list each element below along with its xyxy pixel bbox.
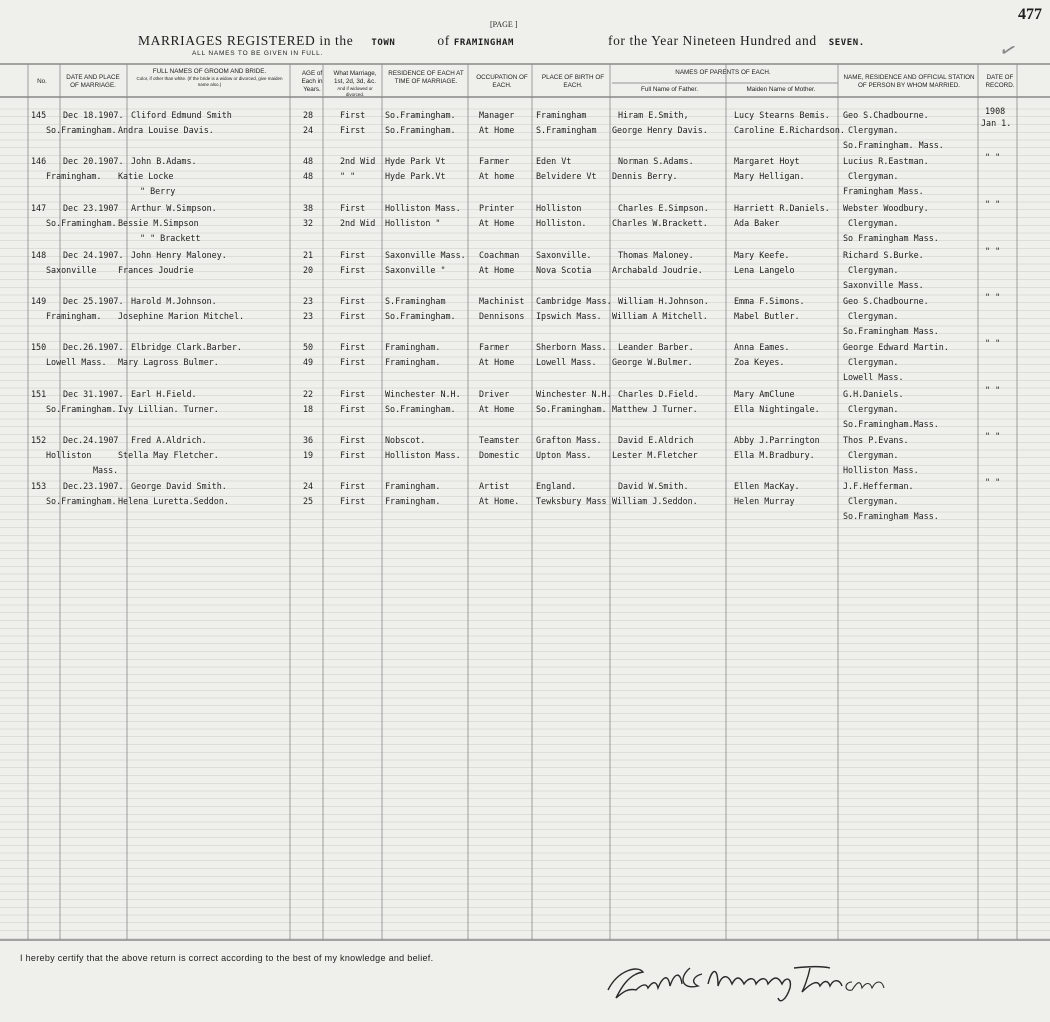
cell-off1: Lucius R.Eastman.: [843, 156, 929, 166]
cell-birth-g: Sherborn Mass.: [536, 342, 607, 352]
cell-father-g: David E.Aldrich: [618, 435, 694, 445]
cell-off2: Clergyman.: [848, 125, 899, 135]
cell-no: 148: [31, 250, 47, 260]
cell-groom: George David Smith.: [131, 481, 227, 491]
cell-place: So.Framingham.: [46, 218, 117, 228]
cell-age-g: 21: [303, 250, 314, 260]
cell-res-g: Nobscot.: [385, 435, 426, 445]
cell-res-g: Hyde Park Vt: [385, 156, 446, 166]
cell-off1: Thos P.Evans.: [843, 435, 909, 445]
cell-no: 151: [31, 389, 47, 399]
title-place: FRAMINGHAM: [453, 38, 514, 48]
cell-off1: Geo S.Chadbourne.: [843, 296, 929, 306]
cell-res-b: So.Framingham.: [385, 404, 456, 414]
cell-mother-b: Ella M.Bradbury.: [734, 450, 815, 460]
cell-bride2: " Berry: [140, 186, 176, 196]
col-age: AGE of Each in Years.: [301, 70, 323, 93]
cell-age-b: 20: [303, 265, 314, 275]
cell-groom: John B.Adams.: [131, 156, 197, 166]
cell-place: So.Framingham.: [46, 496, 117, 506]
cell-groom: Cliford Edmund Smith: [131, 110, 232, 120]
cell-bride: Ivy Lillian. Turner.: [118, 404, 219, 414]
cell-res-b: Holliston ": [385, 218, 441, 228]
cell-off3: Holliston Mass.: [843, 465, 919, 475]
cell-date: Dec 18.1907.: [63, 110, 124, 120]
cell-marr-b: First: [340, 125, 366, 135]
cell-mother-b: Ada Baker: [734, 218, 780, 228]
cell-father-g: William H.Johnson.: [618, 296, 709, 306]
cell-mother-g: Mary Keefe.: [734, 250, 790, 260]
cell-bride: Frances Joudrie: [118, 265, 194, 275]
cell-occ-b: At Home: [479, 265, 515, 275]
title-prefix: MARRIAGES REGISTERED in the: [138, 33, 354, 48]
cell-res-g: Saxonville Mass.: [385, 250, 466, 260]
cell-bride: Helena Luretta.Seddon.: [118, 496, 229, 506]
cell-occ-b: Dennisons: [479, 311, 525, 321]
cell-no: 147: [31, 203, 47, 213]
cell-off3: So.Framingham Mass.: [843, 511, 939, 521]
cell-age-b: 25: [303, 496, 314, 506]
cell-age-b: 19: [303, 450, 314, 460]
cell-off2: Clergyman.: [848, 496, 899, 506]
cell-birth-b: Tewksbury Mass: [536, 496, 607, 506]
cell-no: 150: [31, 342, 47, 352]
col-what-marriage: What Marriage, 1st, 2d, 3d, &c. And if widowed or divorced.: [333, 70, 377, 97]
cell-age-b: 48: [303, 171, 314, 181]
cell-father-b: Archabald Joudrie.: [612, 265, 703, 275]
cell-marr-g: First: [340, 203, 366, 213]
cell-father-g: David W.Smith.: [618, 481, 689, 491]
cell-rec1: " ": [985, 385, 1001, 395]
cell-age-b: 49: [303, 357, 314, 367]
cell-birth-b: Lowell Mass.: [536, 357, 597, 367]
cell-mother-g: Anna Eames.: [734, 342, 790, 352]
cell-groom: Elbridge Clark.Barber.: [131, 342, 242, 352]
cell-mother-b: Mary Helligan.: [734, 171, 805, 181]
cell-off2: Clergyman.: [848, 404, 899, 414]
col-parents: NAMES OF PARENTS OF EACH.: [675, 69, 771, 76]
cell-off1: Webster Woodbury.: [843, 203, 929, 213]
cell-marr-b: First: [340, 404, 366, 414]
cell-father-g: Hiram E.Smith,: [618, 110, 689, 120]
cell-mother-b: Lena Langelo: [734, 265, 795, 275]
cell-bride: Mary Lagross Bulmer.: [118, 357, 219, 367]
page-label: [PAGE ]: [490, 20, 518, 29]
cell-res-g: S.Framingham: [385, 296, 446, 306]
cell-birth-g: Framingham: [536, 110, 587, 120]
cell-res-b: Hyde Park.Vt: [385, 171, 446, 181]
cell-occ-b: At Home.: [479, 496, 520, 506]
cell-no: 146: [31, 156, 47, 166]
cell-rec1: 1908: [985, 106, 1006, 116]
cell-res-b: So.Framingham.: [385, 311, 456, 321]
cell-birth-b: Ipswich Mass.: [536, 311, 602, 321]
cell-off2: Clergyman.: [848, 218, 899, 228]
cell-birth-g: Grafton Mass.: [536, 435, 602, 445]
title-year: SEVEN.: [828, 38, 865, 48]
cell-place: Holliston: [46, 450, 92, 460]
cell-date: Dec 23.1907: [63, 203, 119, 213]
cell-father-b: Dennis Berry.: [612, 171, 678, 181]
signature-image: [598, 960, 898, 1008]
cell-father-b: Charles W.Brackett.: [612, 218, 708, 228]
cell-father-g: Thomas Maloney.: [618, 250, 694, 260]
cell-res-g: Framingham.: [385, 342, 441, 352]
cell-rec1: " ": [985, 246, 1001, 256]
cell-off3: So Framingham Mass.: [843, 233, 939, 243]
cell-mother-b: Mabel Butler.: [734, 311, 800, 321]
cell-off2: Clergyman.: [848, 357, 899, 367]
cell-occ-b: At home: [479, 171, 515, 181]
col-residence: RESIDENCE OF EACH AT TIME OF MARRIAGE.: [388, 70, 464, 85]
cell-father-b: William A Mitchell.: [612, 311, 708, 321]
cell-age-b: 18: [303, 404, 314, 414]
cell-age-g: 28: [303, 110, 314, 120]
page-subtitle: ALL NAMES TO BE GIVEN IN FULL.: [192, 50, 324, 57]
cell-age-g: 50: [303, 342, 314, 352]
cell-bride2: " " Brackett: [140, 233, 201, 243]
cell-father-b: George Henry Davis.: [612, 125, 708, 135]
cell-birth-b: So.Framingham.: [536, 404, 607, 414]
cell-marr-b: First: [340, 357, 366, 367]
col-father: Full Name of Father.: [640, 86, 699, 93]
cell-marr-g: First: [340, 110, 366, 120]
cell-marr-b: First: [340, 265, 366, 275]
cell-mother-b: Helen Murray: [734, 496, 795, 506]
cell-father-b: Lester M.Fletcher: [612, 450, 698, 460]
cell-mother-g: Ellen MacKay.: [734, 481, 800, 491]
cell-occ-b: At Home: [479, 404, 515, 414]
cell-occ-b: At Home: [479, 357, 515, 367]
cell-date: Dec 31.1907.: [63, 389, 124, 399]
cell-age-g: 23: [303, 296, 314, 306]
title-kind: TOWN: [371, 38, 396, 48]
cell-res-g: Holliston Mass.: [385, 203, 461, 213]
cell-off3: Framingham Mass.: [843, 186, 924, 196]
cell-off3: So.Framingham Mass.: [843, 326, 939, 336]
cell-marr-b: " ": [340, 171, 356, 181]
cell-rec1: " ": [985, 292, 1001, 302]
cell-occ-g: Teamster: [479, 435, 520, 445]
cell-off1: Richard S.Burke.: [843, 250, 924, 260]
cell-marr-b: First: [340, 450, 366, 460]
cell-occ-g: Farmer: [479, 156, 510, 166]
cell-father-b: William J.Seddon.: [612, 496, 698, 506]
col-mother: Maiden Name of Mother.: [746, 86, 816, 93]
col-no: No.: [37, 78, 47, 85]
cell-marr-g: First: [340, 250, 366, 260]
cell-birth-g: Cambridge Mass.: [536, 296, 612, 306]
cell-birth-g: England.: [536, 481, 577, 491]
cell-marr-g: First: [340, 481, 366, 491]
cell-mother-g: Harriett R.Daniels.: [734, 203, 830, 213]
cell-place: Framingham.: [46, 311, 102, 321]
cell-place: So.Framingham.: [46, 125, 117, 135]
cell-off1: George Edward Martin.: [843, 342, 949, 352]
cell-mother-b: Zoa Keyes.: [734, 357, 785, 367]
cell-birth-b: S.Framingham: [536, 125, 597, 135]
cell-bride: Bessie M.Simpson: [118, 218, 199, 228]
cell-bride: Andra Louise Davis.: [118, 125, 214, 135]
cell-marr-g: First: [340, 435, 366, 445]
cell-off2: Clergyman.: [848, 265, 899, 275]
cell-off3: Lowell Mass.: [843, 372, 904, 382]
cell-age-g: 38: [303, 203, 314, 213]
col-birthplace: PLACE OF BIRTH OF EACH.: [541, 74, 605, 89]
cell-res-b: Framingham.: [385, 357, 441, 367]
cell-marr-g: 2nd Wid: [340, 156, 376, 166]
cell-occ-g: Artist: [479, 481, 510, 491]
cell-occ-g: Machinist: [479, 296, 525, 306]
col-occupation: OCCUPATION OF EACH.: [476, 74, 528, 89]
cell-res-b: Framingham.: [385, 496, 441, 506]
cell-marr-g: First: [340, 296, 366, 306]
cell-date: Dec 25.1907.: [63, 296, 124, 306]
cell-birth-g: Winchester N.H.: [536, 389, 612, 399]
cell-occ-b: Domestic: [479, 450, 520, 460]
cell-groom: Fred A.Aldrich.: [131, 435, 207, 445]
cell-res-b: So.Framingham.: [385, 125, 456, 135]
certification-text: I hereby certify that the above return is correct according to the best of my knowledge and belief.: [20, 953, 434, 963]
col-names: FULL NAMES OF GROOM AND BRIDE. Color, if other than white. (If the bride is a widow or divorced, give maiden name also.): [136, 68, 283, 87]
cell-age-b: 23: [303, 311, 314, 321]
cell-occ-b: At Home: [479, 125, 515, 135]
cell-father-g: Norman S.Adams.: [618, 156, 694, 166]
cell-occ-g: Manager: [479, 110, 515, 120]
cell-off1: G.H.Daniels.: [843, 389, 904, 399]
cell-place: Framingham.: [46, 171, 102, 181]
cell-res-g: Framingham.: [385, 481, 441, 491]
cell-date: Dec.24.1907: [63, 435, 119, 445]
cell-birth-g: Eden Vt: [536, 156, 572, 166]
cell-no: 145: [31, 110, 47, 120]
cell-rec1: " ": [985, 152, 1001, 162]
cell-occ-g: Printer: [479, 203, 515, 213]
cell-place: So.Framingham.: [46, 404, 117, 414]
col-date: DATE AND PLACE OF MARRIAGE.: [66, 74, 120, 89]
cell-place: Saxonville: [46, 265, 97, 275]
cell-age-g: 48: [303, 156, 314, 166]
cell-off2: Clergyman.: [848, 311, 899, 321]
cell-mother-b: Ella Nightingale.: [734, 404, 820, 414]
title-year-text: for the Year Nineteen Hundred and: [607, 33, 817, 48]
cell-father-b: Matthew J Turner.: [612, 404, 698, 414]
cell-birth-g: Holliston: [536, 203, 582, 213]
cell-groom: Earl H.Field.: [131, 389, 197, 399]
cell-marr-b: First: [340, 496, 366, 506]
cell-age-g: 36: [303, 435, 314, 445]
cell-place2: Mass.: [93, 465, 119, 475]
title-of: of: [437, 33, 450, 48]
cell-occ-g: Coachman: [479, 250, 520, 260]
cell-occ-g: Driver: [479, 389, 510, 399]
cell-father-b: George W.Bulmer.: [612, 357, 693, 367]
cell-bride: Josephine Marion Mitchel.: [118, 311, 245, 321]
cell-age-g: 22: [303, 389, 314, 399]
cell-marr-b: First: [340, 311, 366, 321]
cell-father-g: Charles D.Field.: [618, 389, 699, 399]
cell-age-b: 24: [303, 125, 314, 135]
cell-off1: Geo S.Chadbourne.: [843, 110, 929, 120]
cell-groom: John Henry Maloney.: [131, 250, 227, 260]
cell-marr-g: First: [340, 342, 366, 352]
cell-mother-g: Margaret Hoyt: [734, 156, 800, 166]
cell-off3: So.Framingham.Mass.: [843, 419, 939, 429]
cell-bride: Katie Locke: [118, 171, 174, 181]
cell-occ-b: At Home: [479, 218, 515, 228]
cell-age-g: 24: [303, 481, 314, 491]
cell-off3: Saxonville Mass.: [843, 280, 924, 290]
cell-groom: Arthur W.Simpson.: [131, 203, 217, 213]
cell-place: Lowell Mass.: [46, 357, 107, 367]
cell-date: Dec 20.1907.: [63, 156, 124, 166]
cell-mother-g: Emma F.Simons.: [734, 296, 805, 306]
cell-no: 153: [31, 481, 47, 491]
cell-res-g: So.Framingham.: [385, 110, 456, 120]
cell-father-g: Charles E.Simpson.: [618, 203, 709, 213]
cell-mother-b: Caroline E.Richardson.: [734, 125, 845, 135]
cell-occ-g: Farmer: [479, 342, 510, 352]
page-title: [138, 33, 865, 49]
cell-rec1: " ": [985, 199, 1001, 209]
cell-mother-g: Mary AmClune: [734, 389, 795, 399]
cell-birth-g: Saxonville.: [536, 250, 592, 260]
cell-rec1: " ": [985, 431, 1001, 441]
cell-date: Dec.26.1907.: [63, 342, 124, 352]
cell-bride: Stella May Fletcher.: [118, 450, 219, 460]
cell-age-b: 32: [303, 218, 314, 228]
cell-res-b: Holliston Mass.: [385, 450, 461, 460]
cell-birth-b: Nova Scotia: [536, 265, 592, 275]
cell-off2: Clergyman.: [848, 171, 899, 181]
cell-date: Dec.23.1907.: [63, 481, 124, 491]
cell-birth-b: Upton Mass.: [536, 450, 592, 460]
cell-birth-b: Belvidere Vt: [536, 171, 597, 181]
cell-no: 149: [31, 296, 47, 306]
cell-marr-g: First: [340, 389, 366, 399]
cell-off3: So.Framingham. Mass.: [843, 140, 944, 150]
cell-rec1: " ": [985, 338, 1001, 348]
col-record: DATE OF RECORD.: [985, 74, 1015, 89]
cell-rec1: " ": [985, 477, 1001, 487]
col-officiant: NAME, RESIDENCE AND OFFICIAL STATION OF PERSON BY WHOM MARRIED.: [843, 74, 975, 89]
cell-mother-g: Abby J.Parrington: [734, 435, 820, 445]
cell-date: Dec 24.1907.: [63, 250, 124, 260]
cell-mother-g: Lucy Stearns Bemis.: [734, 110, 830, 120]
cell-res-b: Saxonville ": [385, 265, 446, 275]
page-number: 477: [1018, 6, 1042, 23]
cell-father-g: Leander Barber.: [618, 342, 694, 352]
cell-off1: J.F.Hefferman.: [843, 481, 914, 491]
cell-marr-b: 2nd Wid: [340, 218, 376, 228]
cell-birth-b: Holliston.: [536, 218, 587, 228]
cell-groom: Harold M.Johnson.: [131, 296, 217, 306]
cell-no: 152: [31, 435, 47, 445]
clerk-signature: [598, 960, 898, 1008]
cell-off2: Clergyman.: [848, 450, 899, 460]
cell-rec2: Jan 1.: [981, 118, 1012, 128]
cell-res-g: Winchester N.H.: [385, 389, 461, 399]
check-mark: ✓: [996, 35, 1021, 65]
